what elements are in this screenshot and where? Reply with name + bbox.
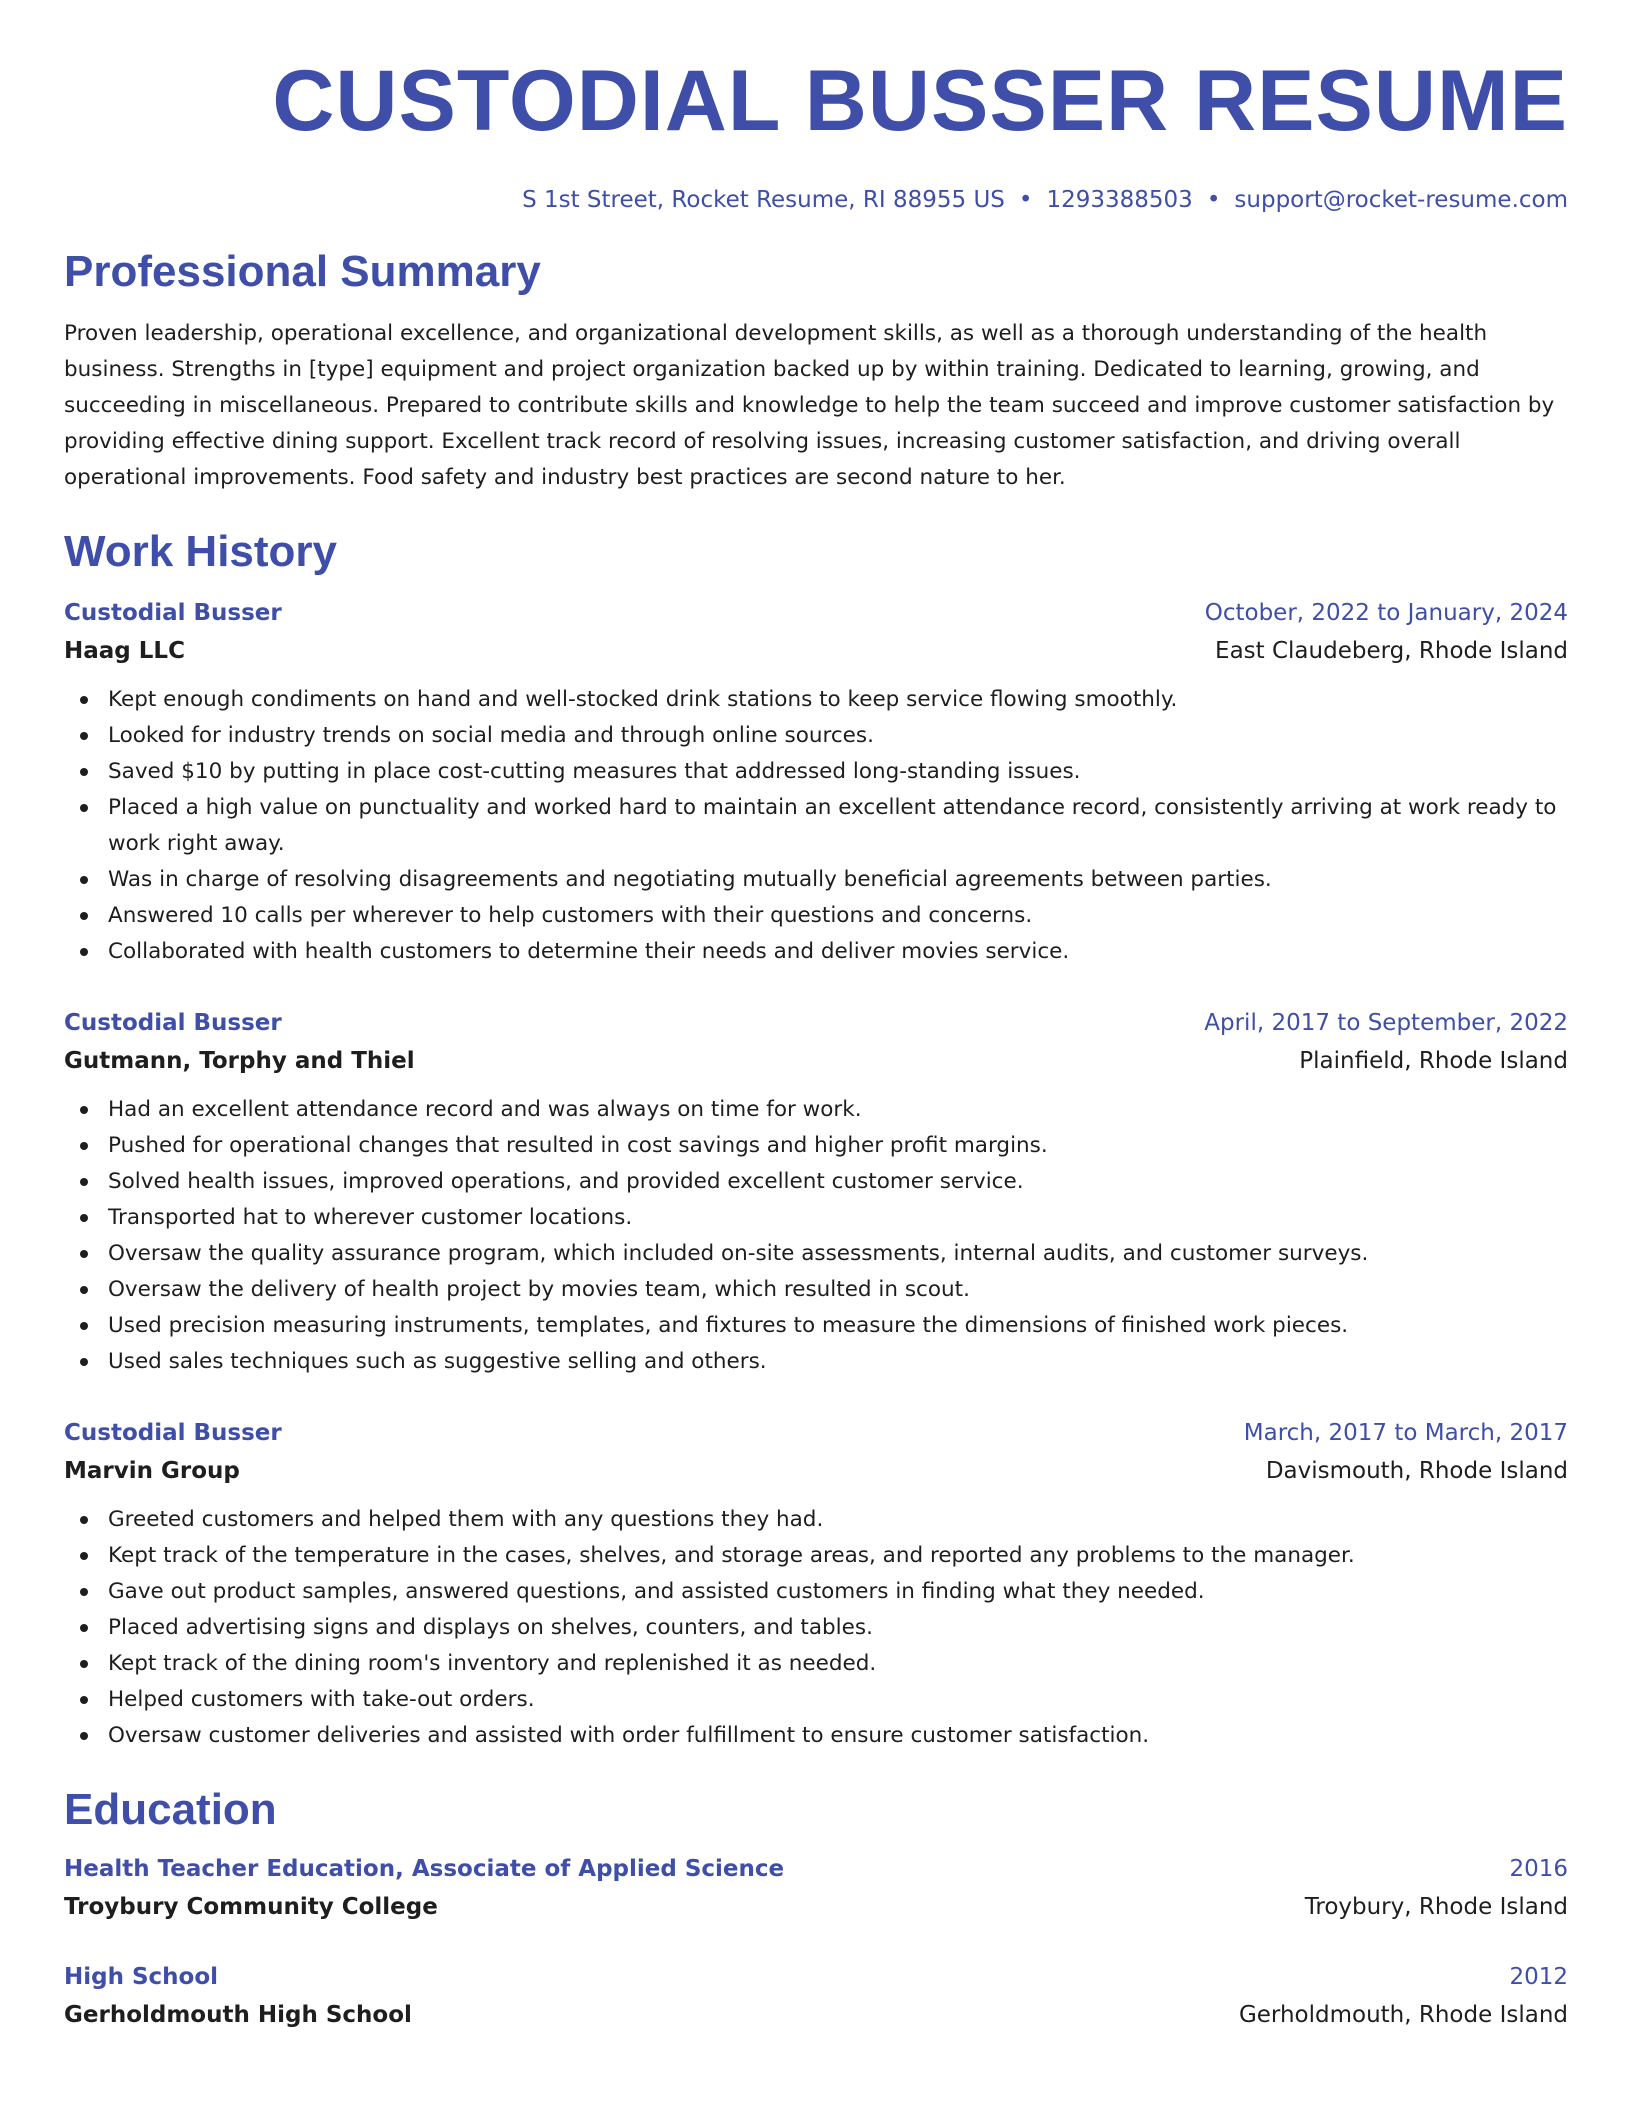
summary-text: Proven leadership, operational excellence, and organizational development skills, as well as a thorough understanding of the health business. Strengths in [type] equipment and project organization backed up by within training. Dedicated to learning, growing, and succeeding in miscellaneous. Prepared to contribute skills and knowledge to help the team succeed and improve customer satisfaction by providing effective dining support. Excellent track record of resolving issues, increasing customer satisfaction, and driving overall operational improvements. Food safety and industry best practices are second nature to her. (64, 321, 1555, 490)
contact-email: support@rocket-resume.com (1234, 187, 1568, 213)
education-section (64, 1785, 1568, 2034)
job-entry (64, 1004, 1568, 1380)
job-bullet: Used sales techniques such as suggestive selling and others. (64, 1344, 1568, 1380)
job-bullet: Collaborated with health customers to determine their needs and deliver movies service. (64, 934, 1568, 970)
resume-page (64, 0, 1568, 2066)
job-bullet: Kept enough condiments on hand and well-stocked drink stations to keep service flowing smoothly. (64, 682, 1568, 718)
job-entry (64, 594, 1568, 970)
job-location: Plainfield, Rhode Island (1299, 1048, 1568, 1074)
job-bullet: Kept track of the temperature in the cases, shelves, and storage areas, and reported any problems to the manager. (64, 1538, 1568, 1574)
education-location: Gerholdmouth, Rhode Island (1238, 2002, 1568, 2028)
job-bullet: Saved $10 by putting in place cost-cutting measures that addressed long-standing issues. (64, 754, 1568, 790)
job-company: Gutmann, Torphy and Thiel (64, 1048, 415, 1074)
work-history-section (64, 527, 1568, 1754)
job-bullet: Looked for industry trends on social media and through online sources. (64, 718, 1568, 754)
job-header-row (64, 1004, 1568, 1042)
job-role: Custodial Busser (64, 600, 282, 626)
job-bullet: Used precision measuring instruments, templates, and fixtures to measure the dimensions of finished work pieces. (64, 1308, 1568, 1344)
job-bullet: Greeted customers and helped them with any questions they had. (64, 1502, 1568, 1538)
job-role: Custodial Busser (64, 1010, 282, 1036)
education-degree: High School (64, 1964, 219, 1990)
job-bullet: Pushed for operational changes that resulted in cost savings and higher profit margins. (64, 1128, 1568, 1164)
education-school-row (64, 1888, 1568, 1926)
job-company: Marvin Group (64, 1458, 240, 1484)
job-bullets (64, 1502, 1568, 1754)
job-bullets (64, 682, 1568, 970)
job-bullet: Was in charge of resolving disagreements and negotiating mutually beneficial agreements between parties. (64, 862, 1568, 898)
education-location: Troybury, Rhode Island (1304, 1894, 1568, 1920)
job-dates: April, 2017 to September, 2022 (1204, 1010, 1568, 1036)
job-bullets (64, 1092, 1568, 1380)
education-school: Gerholdmouth High School (64, 2002, 412, 2028)
job-bullet: Helped customers with take-out orders. (64, 1682, 1568, 1718)
job-dates: March, 2017 to March, 2017 (1243, 1420, 1568, 1446)
summary-title: Professional Summary (64, 247, 541, 296)
job-location: East Claudeberg, Rhode Island (1215, 638, 1568, 664)
education-header-row (64, 1958, 1568, 1996)
job-bullet: Solved health issues, improved operations, and provided excellent customer service. (64, 1164, 1568, 1200)
work-history-title: Work History (64, 527, 338, 576)
job-bullet: Oversaw the delivery of health project by movies team, which resulted in scout. (64, 1272, 1568, 1308)
job-bullet: Oversaw customer deliveries and assisted with order fulfillment to ensure customer satisfaction. (64, 1718, 1568, 1754)
education-school-row (64, 1996, 1568, 2034)
job-bullet: Oversaw the quality assurance program, which included on-site assessments, internal audits, and customer surveys. (64, 1236, 1568, 1272)
job-entry (64, 1414, 1568, 1754)
job-company: Haag LLC (64, 638, 185, 664)
job-company-row (64, 1452, 1568, 1490)
summary-section (64, 247, 1568, 496)
job-header-row (64, 1414, 1568, 1452)
job-company-row (64, 1042, 1568, 1080)
job-bullet: Placed a high value on punctuality and worked hard to maintain an excellent attendance record, consistently arriving at work ready to work right away. (64, 790, 1568, 862)
job-dates: October, 2022 to January, 2024 (1204, 600, 1568, 626)
contact-line (64, 182, 1568, 218)
education-entry (64, 1958, 1568, 2034)
education-list (64, 1850, 1568, 2034)
job-bullet: Had an excellent attendance record and was always on time for work. (64, 1092, 1568, 1128)
contact-phone: 1293388503 (1046, 187, 1193, 213)
job-bullet: Placed advertising signs and displays on shelves, counters, and tables. (64, 1610, 1568, 1646)
job-bullet: Gave out product samples, answered questions, and assisted customers in finding what they needed. (64, 1574, 1568, 1610)
job-role: Custodial Busser (64, 1420, 282, 1446)
education-header-row (64, 1850, 1568, 1888)
job-list (64, 594, 1568, 1754)
contact-separator: • (1206, 187, 1221, 213)
resume-name: CUSTODIAL BUSSER RESUME (272, 53, 1568, 149)
education-entry (64, 1850, 1568, 1926)
contact-address: S 1st Street, Rocket Resume, RI 88955 US (522, 187, 1005, 213)
education-school: Troybury Community College (64, 1894, 438, 1920)
education-year: 2016 (1509, 1856, 1568, 1882)
contact-separator: • (1018, 187, 1033, 213)
education-degree: Health Teacher Education, Associate of Applied Science (64, 1856, 785, 1882)
education-title: Education (64, 1785, 277, 1834)
job-header-row (64, 594, 1568, 632)
job-company-row (64, 632, 1568, 670)
job-bullet: Answered 10 calls per wherever to help customers with their questions and concerns. (64, 898, 1568, 934)
job-bullet: Kept track of the dining room's inventory and replenished it as needed. (64, 1646, 1568, 1682)
job-location: Davismouth, Rhode Island (1265, 1458, 1568, 1484)
education-year: 2012 (1509, 1964, 1568, 1990)
job-bullet: Transported hat to wherever customer locations. (64, 1200, 1568, 1236)
